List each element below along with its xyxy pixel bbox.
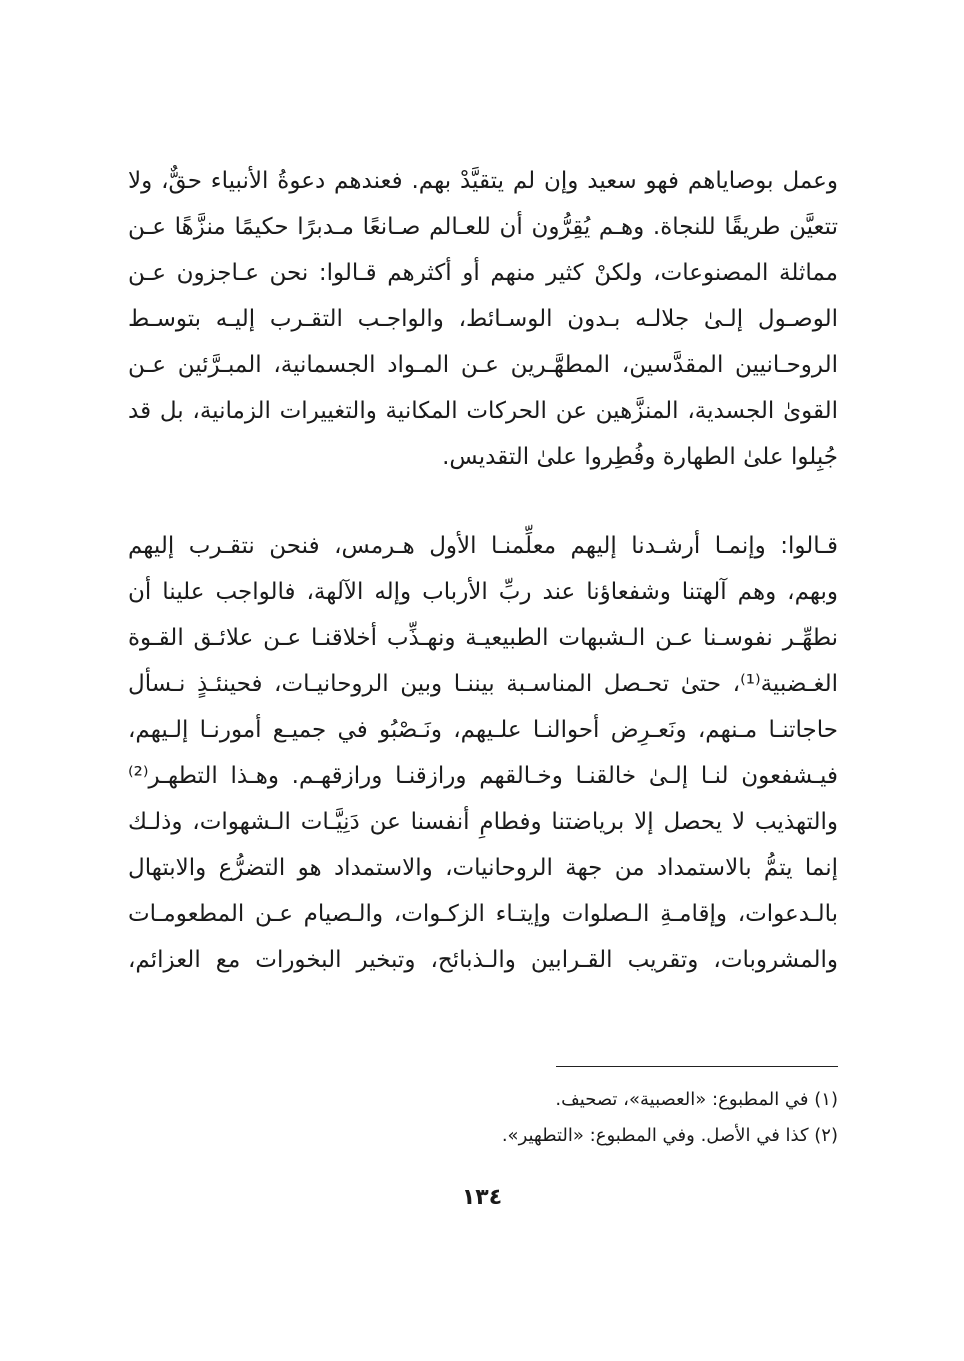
text-line: الوصـول إلـىٰ جلالـه بـدون الوسـائط، والواجـب التقـرب إليـه بتوسـط: [128, 306, 838, 332]
text-line: وعمل بوصاياهم فهو سعيد وإن لم يتقيَّدْ بهم. فعندهم دعوةُ الأنبياء حقٌّ، ولا: [128, 168, 838, 194]
text-line: إنما يتمُّ بالاستمداد من جهة الروحانيات، والاستمداد هو التضرُّع والابتهال: [128, 855, 838, 881]
text-line: مماثلة المصنوعات، ولكنْ كثير منهم أو أكثرهم قـالوا: نحن عـاجزون عـن: [128, 260, 838, 286]
text-line: نطهِّـر نفوسـنا عـن الـشبهات الطبيعيـة ونهـذِّب أخلاقنـا عـن علائـق القـوة: [128, 625, 838, 651]
footnote-2: (٢) كذا في الأصل. وفي المطبوع: «التطهير».: [501, 1125, 838, 1146]
text-line: حاجاتنـا مـنهم، ونَعـرِض أحوالنـا علـيهم، ونَـصْبُو في جميـع أمورنـا إلـيهم،: [128, 717, 838, 743]
text-line: قـالوا: وإنمـا أرشـدنا إليهم معلِّمنـا الأول هـرمس، فنحن نتقـرب إليهم: [128, 533, 838, 559]
text-line: تتعيَّن طريقًا للنجاة. وهـم يُقِرُّون أن للعـالم صـانعًا مـدبرًا حكيمًا منزَّهًا عـن: [128, 214, 838, 240]
text-line: بالـدعوات، وإقامـةِ الـصلوات وإيتـاء الزكـوات، والـصيام عـن المطعومـات: [128, 901, 838, 927]
text-line: والتهذيب لا يحصل إلا برياضتنا وفطامِ أنفسنا عن دَنِيَّـات الـشهوات، وذلـك: [128, 809, 838, 835]
footnotes: [428, 1082, 838, 1154]
text-line: القوىٰ الجسدية، المنزَّهين عن الحركات المكانية والتغييرات الزمانية، بل قد: [128, 398, 838, 424]
text-line: وبهم، وهم آلهتنا وشفعاؤنا عند ربِّ الأرباب وإله الآلهة، فالواجب علينا أن: [128, 579, 838, 605]
paragraph-1: [128, 158, 838, 480]
text-line: جُبِلوا علىٰ الطهارة وفُطِروا علىٰ التقديس.: [442, 444, 838, 470]
text-line: الغـضبية⁽¹⁾، حتىٰ تحـصل المناسـبة بيننـا وبين الروحانيـات، فحينئـذٍ نـسأل: [128, 671, 838, 697]
footnote-separator: [556, 1066, 838, 1067]
paragraph-2: [128, 523, 838, 983]
text-line: والمشروبات، وتقريب القـرابين والـذبائح، وتبخير البخورات مع العزائم،: [128, 947, 838, 973]
footnote-1: (١) في المطبوع: «العصبية»، تصحيف.: [555, 1089, 838, 1110]
page-number: ١٣٤: [461, 1185, 503, 1210]
text-line: فيـشفعون لنـا إلـىٰ خالقنـا وخـالقهم ورازقنـا ورازقهـم. وهـذا التطهـر⁽²⁾: [128, 763, 838, 789]
text-line: الروحـانيين المقدَّسين، المطهَّـرين عـن المـواد الجسمانية، المبـرَّئين عـن: [128, 352, 838, 378]
